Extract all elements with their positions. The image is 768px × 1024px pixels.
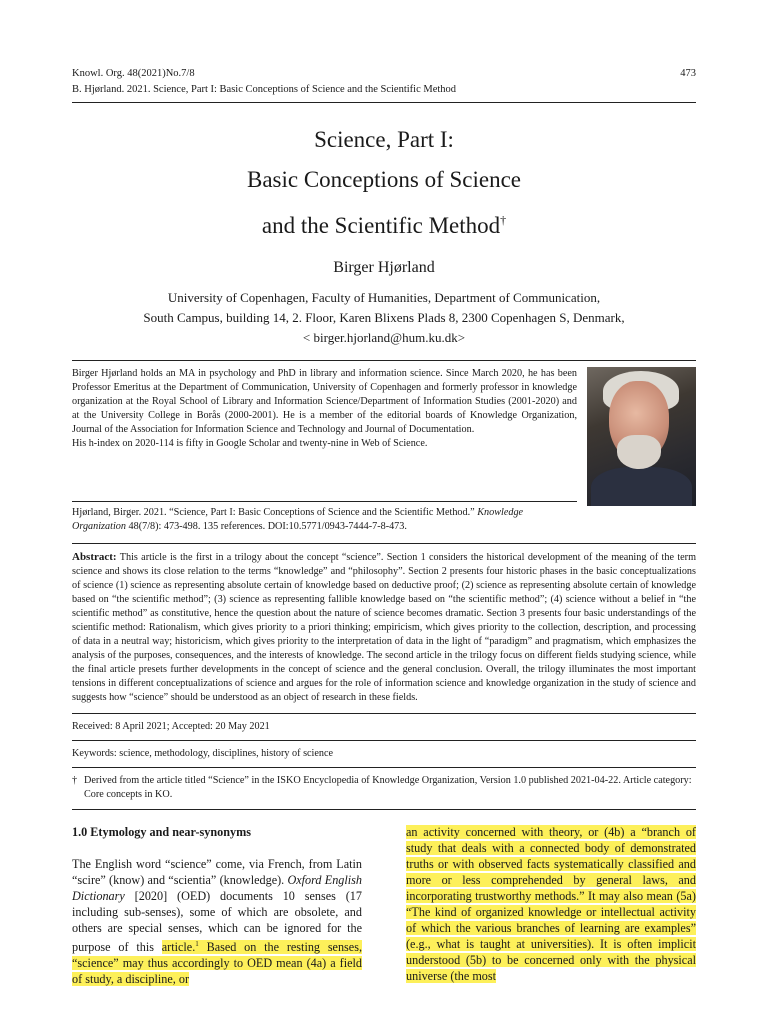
journal-citation: Knowl. Org. 48(2021)No.7/8 bbox=[72, 68, 195, 79]
title-line-2: Basic Conceptions of Science bbox=[246, 167, 521, 192]
citation-journal: Knowledge Organization bbox=[72, 507, 524, 532]
left-text-2: [2020] (OED) documents 10 senses (17 including sub-senses), some of which are obsolete, and others are special senses, which can be ignored for the purpose of this bbox=[72, 889, 362, 954]
left-oed-title: Oxford English Dictionary bbox=[72, 873, 362, 903]
footnote-ref-1[interactable]: 1 bbox=[195, 940, 199, 948]
keywords: Keywords: science, methodology, disciplines, history of science bbox=[72, 748, 334, 759]
citation-pre: Hjørland, Birger. 2021. “Science, Part I: Basic Conceptions of Science and the Scientific Method.” bbox=[72, 507, 475, 518]
author-bio-box bbox=[72, 360, 696, 499]
author-bio bbox=[72, 367, 577, 451]
header-rule bbox=[72, 102, 696, 103]
highlight-1-text: article. bbox=[161, 940, 196, 954]
footnote-text: Derived from the article titled “Science” in the ISKO Encyclopedia of Knowledge Organization, Version 1.0 published 2021-04-22. Article category: Core concepts in KO. bbox=[84, 775, 692, 800]
title-line-3 bbox=[72, 200, 696, 246]
section-heading: 1.0 Etymology and near-synonyms bbox=[72, 825, 251, 839]
footnote-rule bbox=[72, 809, 696, 810]
title-footnote bbox=[72, 768, 696, 809]
title-line-3-text: and the Scientific Method bbox=[261, 213, 501, 238]
affiliation bbox=[72, 288, 696, 348]
running-header bbox=[72, 66, 696, 98]
page-number: 473 bbox=[680, 68, 696, 79]
affiliation-line-1: University of Copenhagen, Faculty of Humanities, Department of Communication, bbox=[167, 290, 601, 305]
running-title: B. Hjørland. 2021. Science, Part I: Basic Conceptions of Science and the Scientific Method bbox=[72, 84, 457, 95]
title-block bbox=[72, 120, 696, 348]
highlight-2-text: Based on the resting senses, “science” may thus accordingly to OED mean (4a) a field of study, a discipline, or bbox=[72, 940, 363, 986]
author-name: Birger Hjørland bbox=[333, 259, 435, 276]
author-email[interactable]: < birger.hjorland@hum.ku.dk> bbox=[302, 330, 466, 345]
title-dagger: † bbox=[500, 213, 507, 227]
right-highlight: an activity concerned with theory, or (4b) a “branch of study that deals with a connected body of demonstrated truths or with observed facts systematically classified and more or less comprehended by general laws, and incorporating trustworthy methods.” It may also mean (5a) “The kind of organized knowledge or intellectual activity of which the various branches of learning are examples” (e.g., what is taught at universities). It is often implicit understood (5b) to be concerned only with the physical universe (the most bbox=[406, 825, 696, 983]
abstract bbox=[72, 550, 696, 705]
left-column bbox=[72, 824, 362, 987]
author-photo bbox=[587, 367, 696, 506]
affiliation-line-2: South Campus, building 14, 2. Floor, Karen Blixens Plads 8, 2300 Copenhagen S, Denmark, bbox=[143, 310, 625, 325]
footnote-mark: † bbox=[72, 775, 78, 786]
left-text-1: The English word “science” come, via French, from Latin “scire” (know) and “scientia” (knowledge). bbox=[72, 857, 362, 887]
citation-rule bbox=[72, 543, 696, 544]
received-dates: Received: 8 April 2021; Accepted: 20 May 2021 bbox=[72, 721, 270, 732]
title-line-1: Science, Part I: bbox=[314, 127, 454, 152]
citation bbox=[72, 506, 577, 534]
article-page bbox=[72, 66, 696, 986]
citation-post: 48(7/8): 473-498. 135 references. DOI:10.5771/0943-7444-7-8-473. bbox=[128, 521, 407, 532]
article-title bbox=[72, 120, 696, 246]
bio-rule bbox=[72, 501, 577, 502]
bio-hindex: His h-index on 2020-114 is fifty in Google Scholar and twenty-nine in Web of Science. bbox=[72, 438, 428, 449]
abstract-label: Abstract: bbox=[72, 551, 117, 563]
abstract-text: This article is the first in a trilogy about the concept “science”. Section 1 considers the historical development of the meaning of the term science and shows its close relation to the terms “knowledge” and “philosophy”. Section 2 presents four historic phases in the basic conceptualizations of science (1) science as representing absolute certain of knowledge based on deductive proof; (2) science as representing absolute certain of knowledge based on “the scientific method”; (3) science as representing fallible knowledge based on “the scientific method”; (4) science without a belief in “the scientific method” as constitutive, hence the question about the nature of science becomes dramatic. Section 3 presents four basic understandings of the scientific method: Rationalism, which gives priority to a priori thinking; empiricism, which gives priority to the collection, description, and processing of data in a neutral way; historicism, which gives priority to the interpretation of data in the light of “paradigm” and pragmatism, which emphasizes the analysis of the purposes, consequences, and the interests of knowledge. The second article in the trilogy focus on different fields studying science, while the final article presets further developments in the concept of science and the general conclusion. Overall, the trilogy illuminates the most important tensions in different conceptualizations of science and argues for the role of information science and knowledge organization in the study of science and suggests how “science” should be understood as an object of research in these fields. bbox=[72, 552, 696, 703]
left-paragraph bbox=[72, 856, 362, 987]
right-column bbox=[406, 824, 696, 984]
bio-text: Birger Hjørland holds an MA in psychology and PhD in library and information science. Since March 2020, he has been Professor Emeritus at the Department of Communication, University of Copenhagen and formerly professor in knowledge organization at the Royal School of Library and Information Science/Department of Information Studies (2001-2020) and at the University College in Borås (2000-2001). He is a member of the editorial boards of Knowledge Organization, Journal of the Association for Information Science and Technology and Journal of Documentation. bbox=[72, 368, 577, 435]
